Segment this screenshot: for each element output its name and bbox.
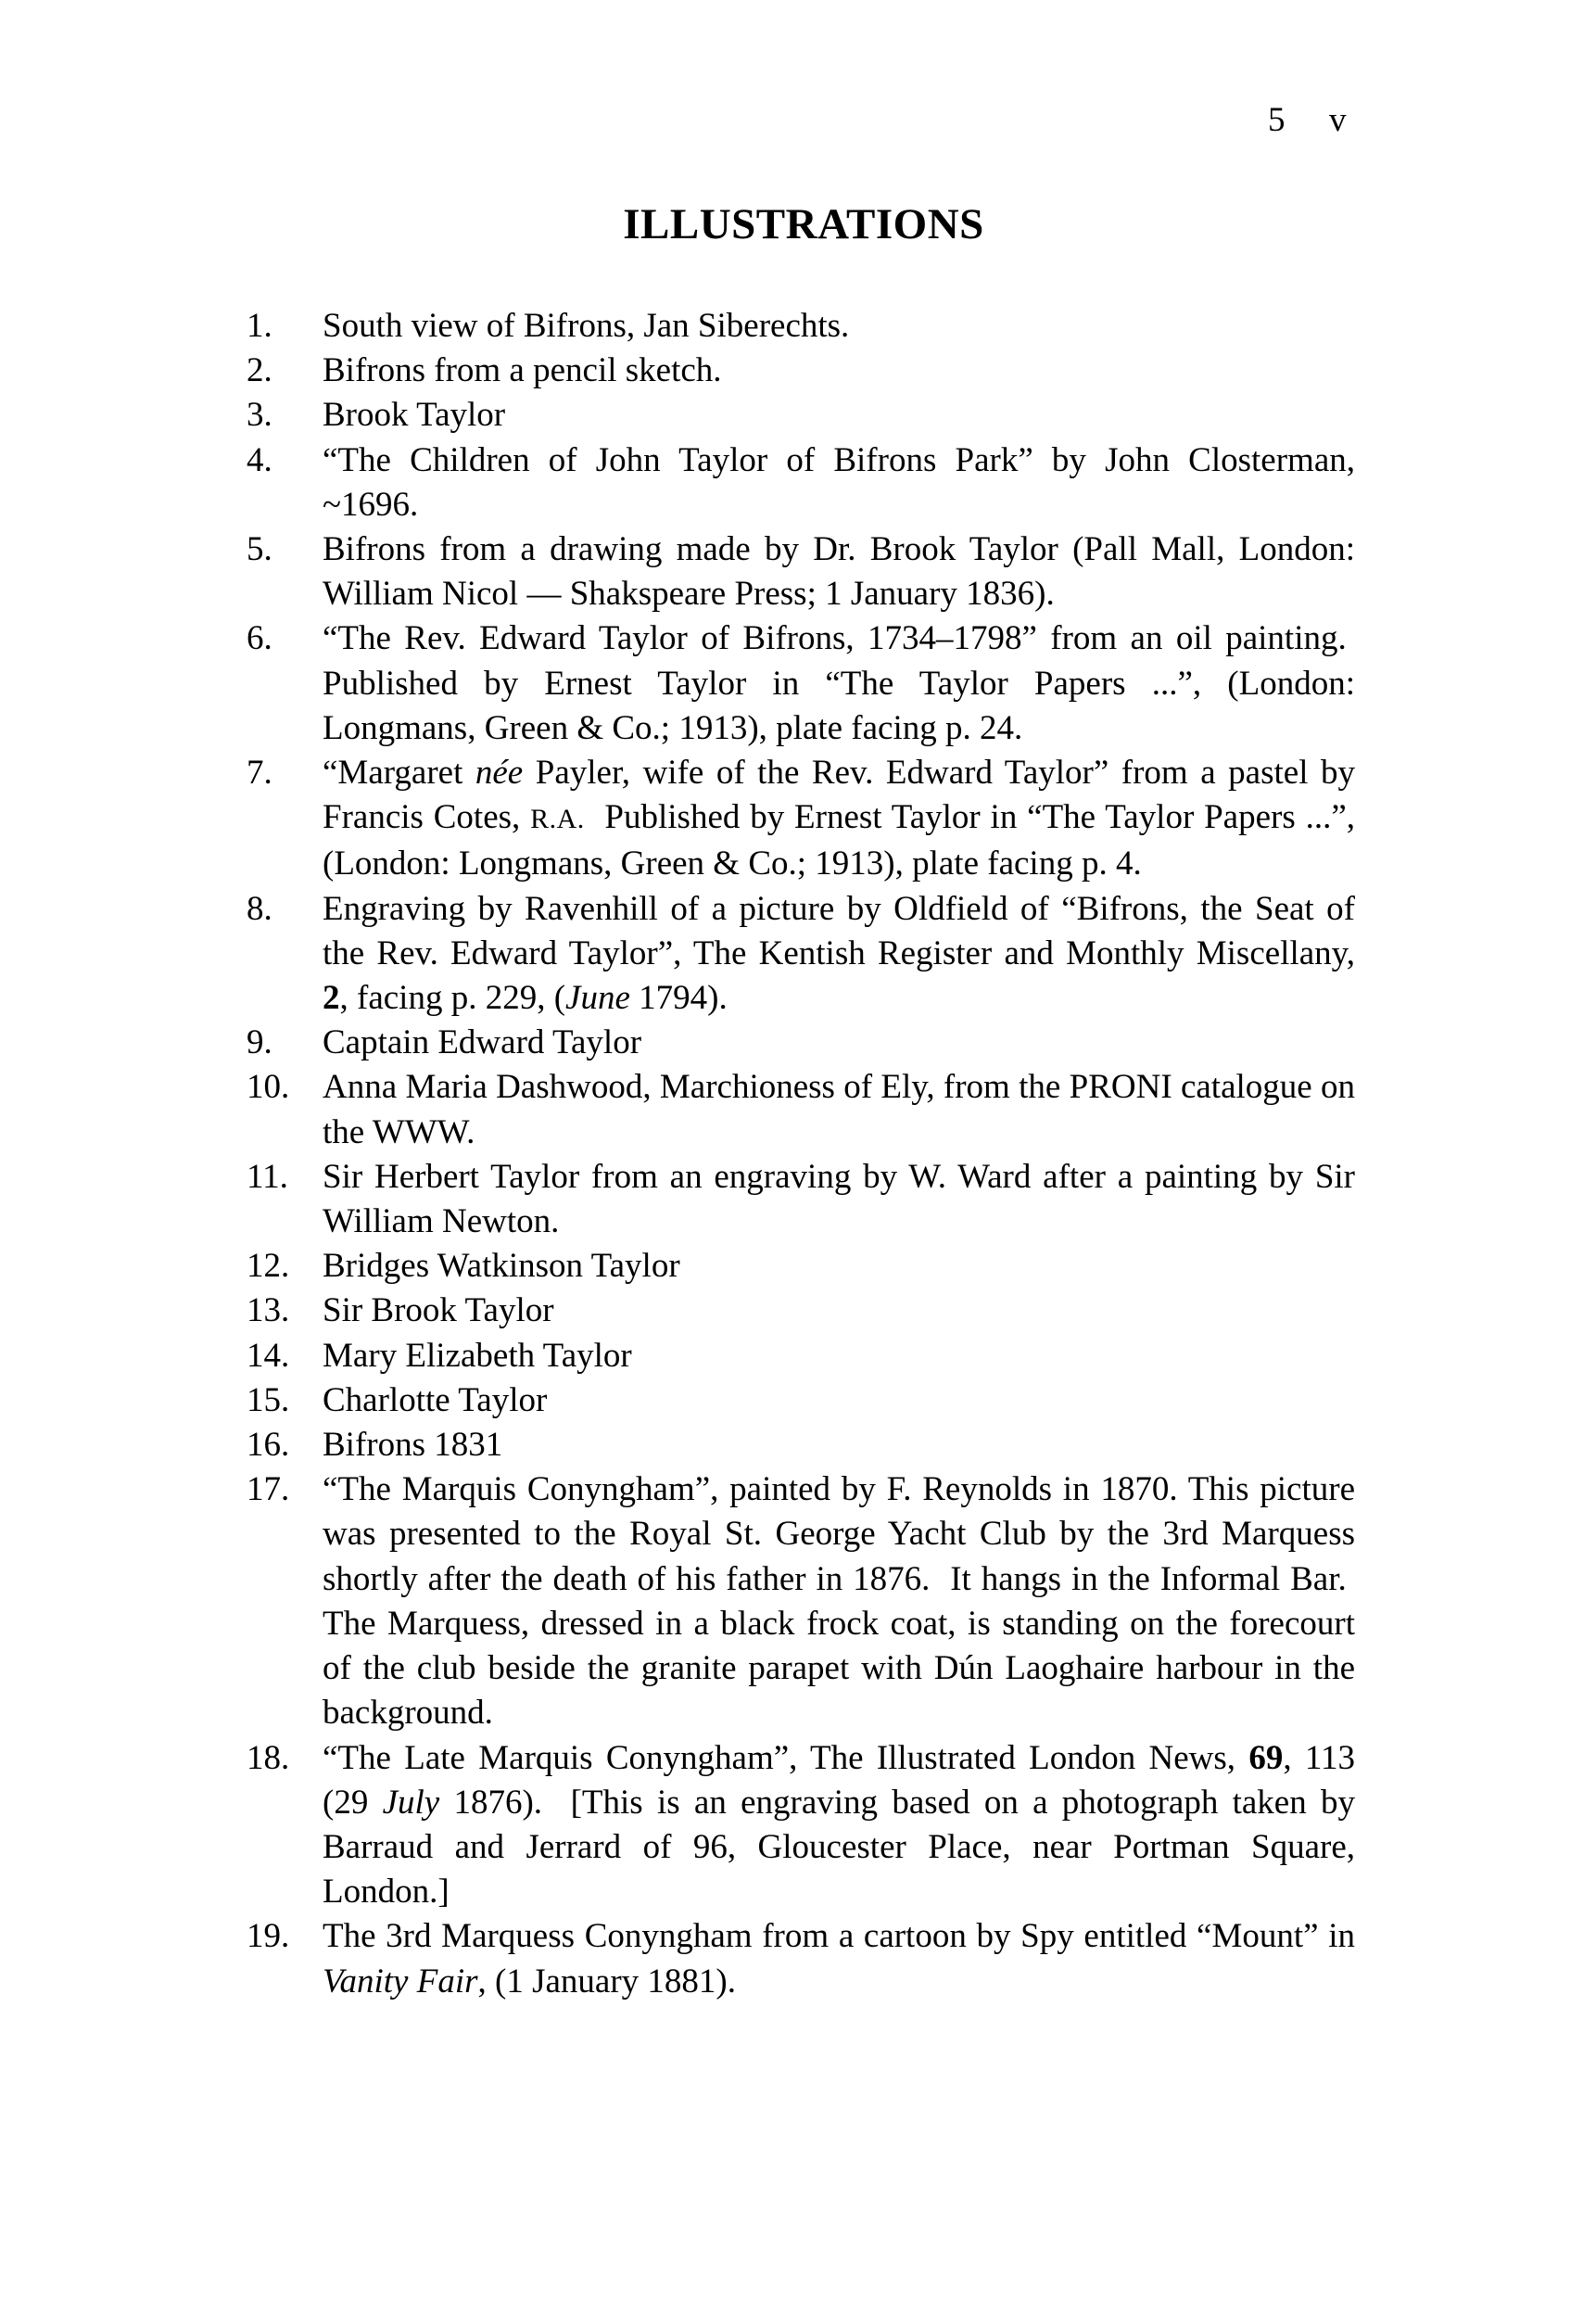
caption-text: Engraving by Ravenhill of a picture by Oldfield of “Bifrons, the Seat of the Rev. Edward Taylor”, The Kentish Register and Monthly Miscellany, bbox=[323, 889, 1355, 972]
item-number: 7. bbox=[247, 754, 272, 793]
caption-text: Sir Brook Taylor bbox=[323, 1291, 554, 1330]
caption-text: The 3rd Marquess Conyngham from a cartoon by Spy entitled “Mount” in bbox=[323, 1917, 1355, 1956]
illustration-item bbox=[247, 616, 1355, 751]
caption-text: Captain Edward Taylor bbox=[323, 1023, 642, 1062]
item-caption bbox=[323, 616, 1355, 751]
illustration-item bbox=[247, 887, 1355, 1022]
caption-text: Published by Ernest Taylor in “The Taylor Papers ...”, (London: Longmans, Green & Co.; 1913), plate facing p. 4. bbox=[323, 798, 1355, 883]
bold-text: 69 bbox=[1248, 1738, 1284, 1777]
item-number: 11. bbox=[247, 1157, 288, 1196]
caption-text: 1794). bbox=[629, 979, 728, 1018]
caption-text: Bifrons from a drawing made by Dr. Brook Taylor (Pall Mall, London: William Nicol — Shakspeare Press; 1 January 1836). bbox=[323, 530, 1355, 614]
caption-text: South view of Bifrons, Jan Siberechts. bbox=[323, 307, 850, 345]
item-caption bbox=[323, 887, 1355, 1022]
item-caption bbox=[323, 1914, 1355, 2003]
caption-text: Anna Maria Dashwood, Marchioness of Ely, from the PRONI catalogue on the WWW. bbox=[323, 1068, 1355, 1151]
italic-text: Vanity Fair bbox=[323, 1962, 478, 2001]
illustration-item bbox=[247, 304, 1355, 349]
item-caption bbox=[323, 349, 1355, 393]
illustration-item bbox=[247, 349, 1355, 393]
illustration-item bbox=[247, 1736, 1355, 1915]
item-caption bbox=[323, 1736, 1355, 1915]
item-number: 18. bbox=[247, 1738, 290, 1777]
italic-text: June bbox=[565, 979, 630, 1018]
italic-text: July bbox=[382, 1783, 440, 1822]
illustration-item bbox=[247, 1467, 1355, 1735]
illustration-item bbox=[247, 1065, 1355, 1154]
illustration-item bbox=[247, 1289, 1355, 1333]
caption-text: Charlotte Taylor bbox=[323, 1380, 548, 1419]
item-caption bbox=[323, 1155, 1355, 1244]
italic-text: née bbox=[475, 754, 524, 793]
item-caption bbox=[323, 304, 1355, 349]
illustration-item bbox=[247, 1423, 1355, 1467]
caption-text: Bridges Watkinson Taylor bbox=[323, 1247, 680, 1286]
item-number: 6. bbox=[247, 619, 272, 658]
page-title: ILLUSTRATIONS bbox=[623, 200, 984, 248]
item-number: 10. bbox=[247, 1068, 290, 1107]
item-number: 8. bbox=[247, 889, 272, 928]
item-caption bbox=[323, 1021, 1355, 1065]
page-number: 5 bbox=[1268, 101, 1286, 139]
illustration-item bbox=[247, 1244, 1355, 1289]
item-caption bbox=[323, 527, 1355, 616]
item-number: 5. bbox=[247, 530, 272, 569]
item-number: 4. bbox=[247, 440, 272, 479]
illustration-item bbox=[247, 393, 1355, 438]
illustration-item bbox=[247, 1155, 1355, 1244]
item-number: 17. bbox=[247, 1470, 290, 1509]
illustration-item bbox=[247, 1021, 1355, 1065]
item-number: 9. bbox=[247, 1023, 272, 1062]
bold-text: 2 bbox=[323, 979, 340, 1018]
illustration-item bbox=[247, 751, 1355, 887]
item-number: 15. bbox=[247, 1380, 290, 1419]
caption-text: “The Rev. Edward Taylor of Bifrons, 1734–1798” from an oil painting. Published by Ernest Taylor in “The Taylor Papers ...”, (London: Longmans, Green & Co.; 1913), plate facing p. 24. bbox=[323, 619, 1355, 747]
item-number: 3. bbox=[247, 396, 272, 435]
item-caption bbox=[323, 1065, 1355, 1154]
illustrations-list bbox=[247, 304, 1355, 2004]
caption-text: , (1 January 1881). bbox=[477, 1962, 736, 2001]
caption-text: Mary Elizabeth Taylor bbox=[323, 1336, 632, 1375]
item-caption bbox=[323, 751, 1355, 887]
illustration-item bbox=[247, 438, 1355, 527]
item-number: 2. bbox=[247, 351, 272, 390]
illustration-item bbox=[247, 1378, 1355, 1423]
caption-text: Brook Taylor bbox=[323, 396, 506, 435]
item-caption bbox=[323, 1423, 1355, 1467]
caption-text: Payler, wife of the Rev. Edward Taylor” from a pastel by Francis Cotes, bbox=[323, 754, 1356, 837]
caption-text: Bifrons 1831 bbox=[323, 1426, 503, 1465]
caption-text: “The Children of John Taylor of Bifrons Park” by John Closterman, ~1696. bbox=[323, 440, 1355, 524]
item-caption bbox=[323, 1289, 1355, 1333]
item-caption bbox=[323, 1334, 1355, 1378]
caption-text: “The Marquis Conyngham”, painted by F. Reynolds in 1870. This picture was presented to the Royal St. George Yacht Club by the 3rd Marquess shortly after the death of his father in 1876. It hangs in the Informal Bar. The Marquess, dressed in a black frock coat, is standing on the forecourt of the club beside the granite parapet with Dún Laoghaire harbour in the background. bbox=[323, 1470, 1355, 1733]
illustration-item bbox=[247, 1334, 1355, 1378]
caption-text: Sir Herbert Taylor from an engraving by W. Ward after a painting by Sir William Newton. bbox=[323, 1157, 1355, 1241]
caption-text: “The Late Marquis Conyngham”, The Illustrated London News, bbox=[323, 1738, 1249, 1777]
caption-text: “Margaret bbox=[323, 754, 475, 793]
item-caption bbox=[323, 1467, 1355, 1735]
caption-text: Bifrons from a pencil sketch. bbox=[323, 351, 722, 390]
page-number-roman: v bbox=[1329, 101, 1347, 139]
item-caption bbox=[323, 438, 1355, 527]
item-number: 13. bbox=[247, 1291, 290, 1330]
item-number: 16. bbox=[247, 1426, 290, 1465]
caption-text: , 113 (29 bbox=[323, 1738, 1355, 1822]
item-number: 12. bbox=[247, 1247, 290, 1286]
item-number: 1. bbox=[247, 307, 272, 345]
illustration-item bbox=[247, 1914, 1355, 2003]
illustration-item bbox=[247, 527, 1355, 616]
smallcaps-text: R.A. bbox=[530, 804, 585, 835]
caption-text: , facing p. 229, ( bbox=[339, 979, 566, 1018]
item-number: 14. bbox=[247, 1336, 290, 1375]
item-caption bbox=[323, 1244, 1355, 1289]
item-number: 19. bbox=[247, 1917, 290, 1956]
item-caption bbox=[323, 1378, 1355, 1423]
item-caption bbox=[323, 393, 1355, 438]
caption-text: 1876). [This is an engraving based on a photograph taken by Barraud and Jerrard of 96, Gloucester Place, near Portman Square, London.] bbox=[323, 1783, 1355, 1912]
